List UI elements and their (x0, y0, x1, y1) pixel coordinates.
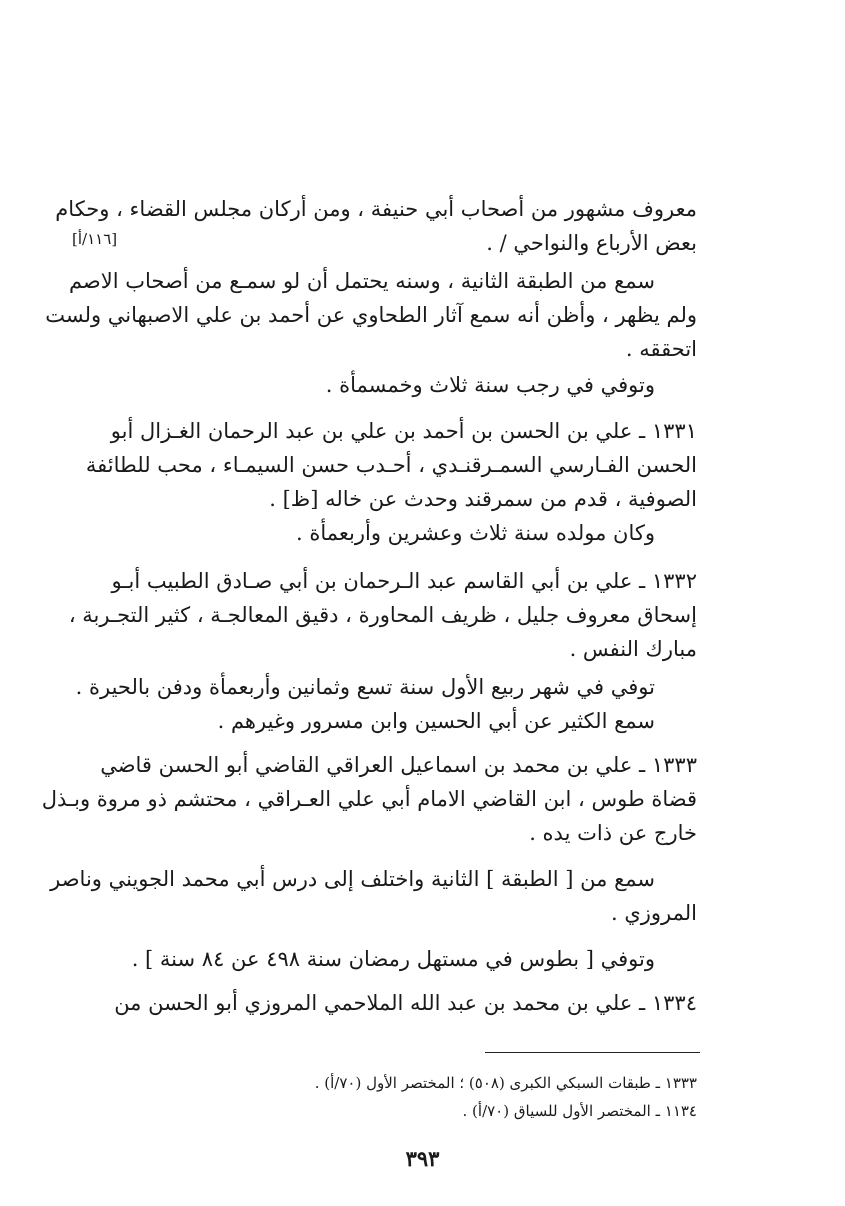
footnote-divider (485, 1052, 700, 1053)
text-line: وتوفي [ بطوس في مستهل رمضان سنة ٤٩٨ عن ٨٤ سنة ] . (131, 947, 655, 971)
text-line: وتوفي في رجب سنة ثلاث وخمسمأة . (325, 373, 655, 397)
text-line: سمع من الطبقة الثانية ، وسنه يحتمل أن لو سمـع من أصحاب الاصم (68, 269, 655, 293)
footnote: ١١٣٤ ـ المختصر الأول للسياق (٧٠/أ) . (462, 1102, 697, 1120)
text-line: معروف مشهور من أصحاب أبي حنيفة ، ومن أركان مجلس القضاء ، وحكام (55, 197, 697, 221)
entry-1333-heading: ١٣٣٣ ـ علي بن محمد بن اسماعيل العراقي القاضي أبو الحسن قاضي (100, 753, 697, 777)
text-line: المروزي . (610, 901, 697, 925)
text-line: الحسن الفـارسي السمـرقنـدي ، أحـدب حسن السيمـاء ، محب للطائفة (85, 453, 697, 477)
page-number: ٣٩٣ (405, 1146, 440, 1171)
text-line: سمع الكثير عن أبي الحسين وابن مسرور وغيرهم . (217, 709, 655, 733)
text-line: اتحققه . (625, 337, 697, 361)
manuscript-folio-note: [١١٦/أ] (72, 230, 118, 248)
text-line: توفي في شهر ربيع الأول سنة تسع وثمانين وأربعمأة ودفن بالحيرة . (75, 675, 655, 699)
text-line: إسحاق معروف جليل ، ظريف المحاورة ، دقيق المعالجـة ، كثير التجـربة ، (68, 603, 697, 627)
text-line: الصوفية ، قدم من سمرقند وحدث عن خاله [ظ] . (269, 487, 697, 511)
text-line: بعض الأرباع والنواحي / . (486, 231, 697, 255)
text-line: سمع من [ الطبقة ] الثانية واختلف إلى درس أبي محمد الجويني وناصر (50, 867, 655, 891)
text-line: وكان مولده سنة ثلاث وعشرين وأربعمأة . (296, 521, 655, 545)
footnote: ١٣٣٣ ـ طبقات السبكي الكبرى (٥٠٨) ؛ المختصر الأول (٧٠/أ) . (314, 1074, 697, 1092)
entry-1331-heading: ١٣٣١ ـ علي بن الحسن بن أحمد بن علي بن عبد الرحمان الغـزال أبو (110, 419, 697, 443)
text-line: مبارك النفس . (569, 637, 697, 661)
text-line: ولم يظهر ، وأظن أنه سمع آثار الطحاوي عن أحمد بن علي الاصبهاني ولست (45, 303, 697, 327)
entry-1332-heading: ١٣٣٢ ـ علي بن أبي القاسم عبد الـرحمان بن أبي صـادق الطبيب أبـو (111, 569, 697, 593)
text-line: خارج عن ذات يده . (529, 821, 697, 845)
text-line: قضاة طوس ، ابن القاضي الامام أبي علي العـراقي ، محتشم ذو مروة وبـذل (41, 787, 697, 811)
entry-1334-heading: ١٣٣٤ ـ علي بن محمد بن عبد الله الملاحمي المروزي أبو الحسن من (114, 991, 697, 1015)
